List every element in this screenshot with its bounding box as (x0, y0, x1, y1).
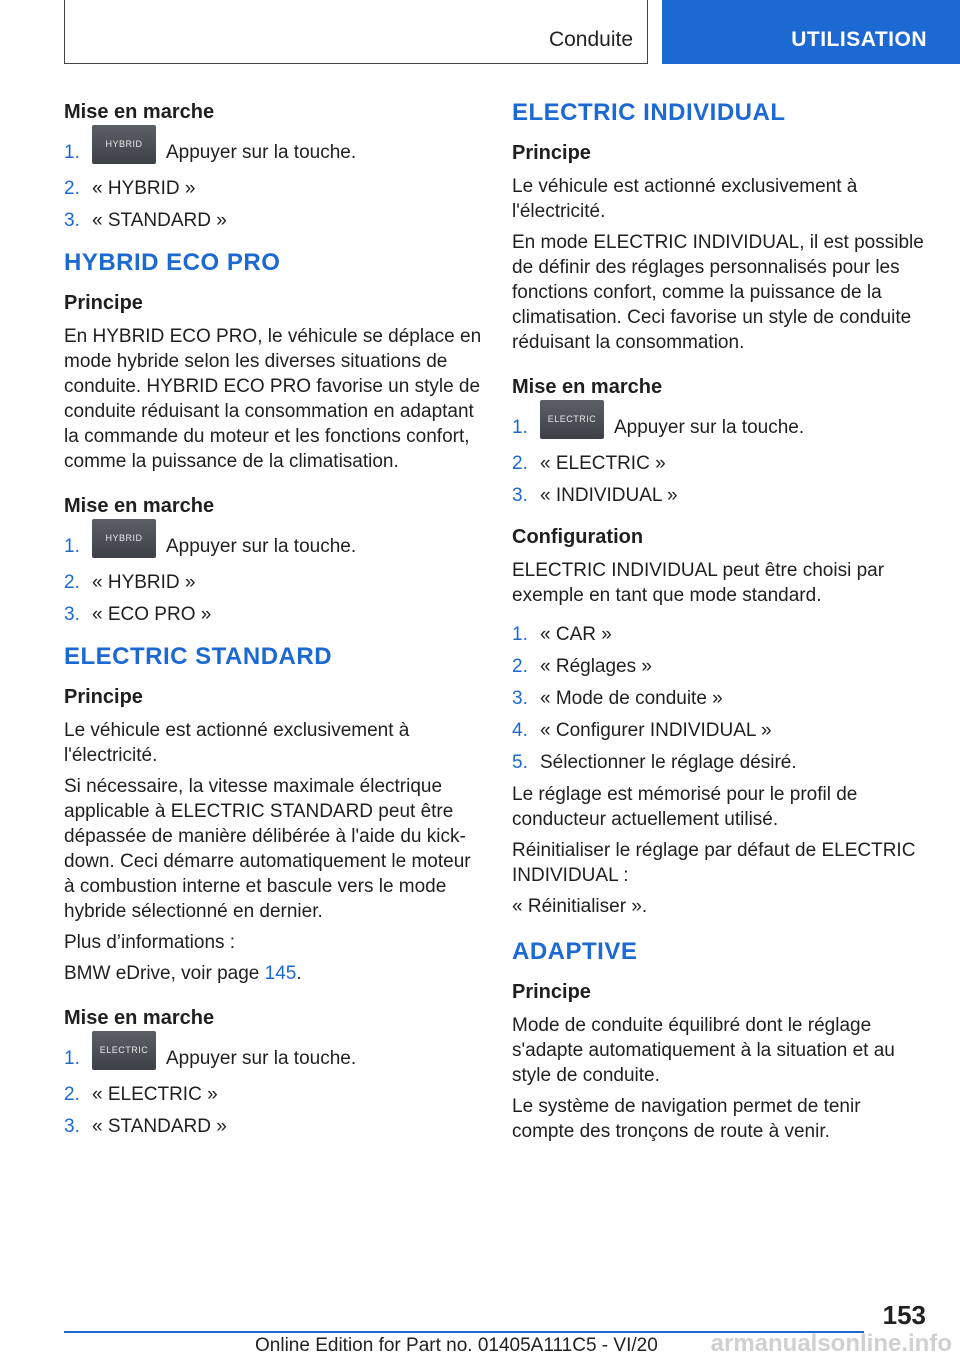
steps-list (64, 527, 484, 630)
paragraph: Plus d’informations : (64, 932, 236, 953)
paragraph: Le véhicule est actionné exclusivement à l'électricité. (512, 176, 858, 222)
left-column (64, 100, 484, 1156)
electric-button-image: ELECTRIC (92, 1031, 156, 1070)
page-number: 153 (882, 1300, 926, 1330)
heading-electric-individual: ELECTRIC INDIVIDUAL (512, 99, 786, 126)
paragraph: Mode de conduite équilibré dont le réglage s'adapte automatiquement à la situation et au style de conduite. (512, 1015, 895, 1086)
list-item: 1. ELECTRIC Appuyer sur la touche. (512, 408, 927, 447)
paragraph: En mode ELECTRIC INDIVIDUAL, il est possible de définir des réglages personnalisés pour les fonctions confort, comme la puissance de la climatisation. Ceci favorise un style de conduite réduisant la consommation. (512, 232, 924, 353)
watermark: armanualsonline.info (710, 1330, 952, 1357)
heading-principe: Principe (512, 142, 591, 164)
paragraph: ELECTRIC INDIVIDUAL peut être choisi par exemple en tant que mode standard. (512, 560, 885, 606)
right-column (512, 100, 927, 1150)
list-item: 3. « ECO PRO » (64, 603, 212, 625)
heading-adaptive: ADAPTIVE (512, 938, 638, 965)
list-item: 2. « ELECTRIC » (512, 452, 666, 474)
list-item: 3. « Mode de conduite » (512, 687, 723, 709)
list-item: 2. « Réglages » (512, 655, 652, 677)
list-item: 3. « STANDARD » (64, 1115, 227, 1137)
page-header (0, 0, 960, 66)
heading-configuration: Configuration (512, 526, 644, 548)
list-item: 2. « HYBRID » (64, 177, 196, 199)
page-link[interactable]: 145 (264, 963, 297, 984)
heading-hybrid-eco-pro: HYBRID ECO PRO (64, 249, 281, 276)
paragraph: Si nécessaire, la vitesse maximale électrique applicable à ELECTRIC STANDARD peut être dépassée de manière délibérée à l'aide du kick-down. Ceci démarre automatiquement le moteur à combustion interne et bascule vers le mode hybride sélectionné en dernier. (64, 776, 471, 922)
steps-list (64, 133, 484, 236)
paragraph: Réinitialiser le réglage par défaut de ELECTRIC INDIVIDUAL : (512, 840, 916, 886)
paragraph: « Réinitialiser ». (512, 896, 648, 917)
list-item: 3. « INDIVIDUAL » (512, 484, 678, 506)
list-item: 4. « Configurer INDIVIDUAL » (512, 719, 772, 741)
list-item: 1. HYBRID Appuyer sur la touche. (64, 527, 484, 566)
list-item: 5. Sélectionner le réglage désiré. (512, 751, 797, 773)
heading-mise-en-marche: Mise en marche (64, 495, 215, 517)
section-tab (64, 0, 648, 64)
heading-principe: Principe (64, 292, 143, 314)
hybrid-button-image: HYBRID (92, 519, 156, 558)
heading-mise-en-marche: Mise en marche (64, 1007, 215, 1029)
section-label: Conduite (548, 28, 633, 51)
steps-list (64, 1039, 484, 1142)
chapter-tab (662, 0, 960, 64)
paragraph: BMW eDrive, voir page 145. (64, 963, 302, 984)
list-item: 1. ELECTRIC Appuyer sur la touche. (64, 1039, 484, 1078)
steps-list (512, 408, 927, 511)
chapter-label: UTILISATION (791, 28, 927, 51)
edition-text: Online Edition for Part no. 01405A111C5 - VI/20 (255, 1335, 658, 1356)
paragraph: En HYBRID ECO PRO, le véhicule se déplace en mode hybride selon les diverses situations de conduite. HYBRID ECO PRO favorise un style de conduite réduisant la consommation en adaptant la commande du moteur et les fonctions confort, comme la puissance de la climatisation. (64, 326, 482, 472)
list-item: 2. « ELECTRIC » (64, 1083, 218, 1105)
heading-principe: Principe (512, 981, 591, 1003)
hybrid-button-image: HYBRID (92, 125, 156, 164)
list-item: 3. « STANDARD » (64, 209, 227, 231)
steps-list (512, 618, 927, 778)
list-item: 1. « CAR » (512, 623, 612, 645)
heading-electric-standard: ELECTRIC STANDARD (64, 643, 333, 670)
heading-mise-en-marche: Mise en marche (64, 101, 215, 123)
paragraph: Le système de navigation permet de tenir compte des tronçons de route à venir. (512, 1096, 861, 1142)
heading-principe: Principe (64, 686, 143, 708)
electric-button-image: ELECTRIC (540, 400, 604, 439)
paragraph: Le réglage est mémorisé pour le profil de conducteur actuellement utilisé. (512, 784, 858, 830)
paragraph: Le véhicule est actionné exclusivement à l'électricité. (64, 720, 410, 766)
list-item: 2. « HYBRID » (64, 571, 196, 593)
heading-mise-en-marche: Mise en marche (512, 376, 663, 398)
list-item: 1. HYBRID Appuyer sur la touche. (64, 133, 484, 172)
